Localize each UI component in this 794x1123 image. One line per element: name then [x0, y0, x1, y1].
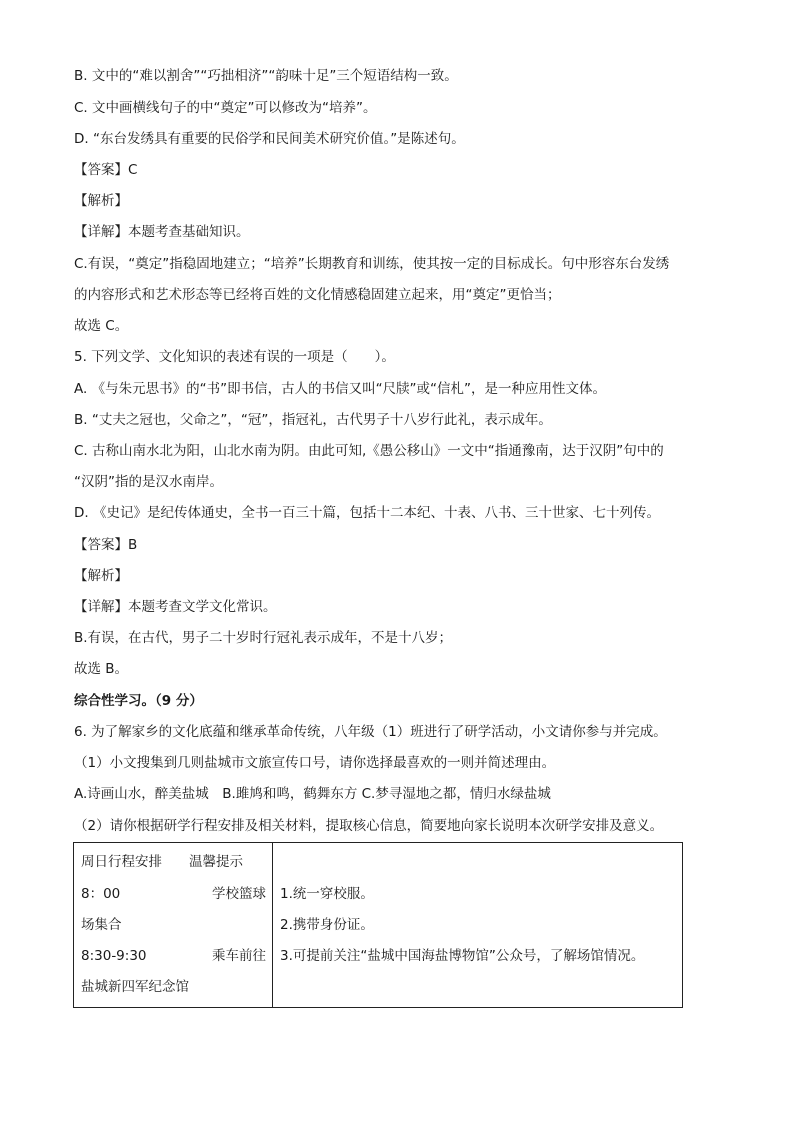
answer-label: 【答案】C — [74, 162, 138, 178]
option-c-text: C. 文中画横线句子的中“奠定”可以修改为“培养”。 — [74, 100, 377, 116]
explanation-text: C.有误，“奠定”指稳固地建立；“培养”长期教育和训练，使其按一定的目标成长。句中形容东台发绣 — [74, 256, 670, 272]
detail-label: 【详解】本题考查文学文化常识。 — [74, 599, 277, 615]
conclusion-text: 故选 C。 — [74, 318, 129, 334]
schedule-line — [81, 947, 266, 965]
schedule-time: 8：00 — [81, 886, 121, 902]
schedule-text: 盐城新四军纪念馆 — [81, 979, 189, 995]
analysis-label: 【解析】 — [74, 568, 128, 584]
explanation-text: 的内容形式和艺术形态等已经将百姓的文化情感稳固建立起来，用“奠定”更恰当； — [74, 287, 561, 303]
sub-question-2: （2）请你根据研学行程安排及相关材料，提取核心信息，简要地向家长说明本次研学安排及意义。 — [74, 818, 664, 834]
reminder-cell — [273, 843, 683, 1008]
reminder-item: 2.携带身份证。 — [280, 917, 374, 933]
schedule-activity: 乘车前往 — [212, 948, 266, 964]
section-heading: 综合性学习。（9 分） — [74, 693, 203, 709]
itinerary-table — [73, 842, 683, 1008]
answer-label: 【答案】B — [74, 537, 138, 553]
schedule-line — [81, 885, 266, 903]
option-a-text: A. 《与朱元思书》的“书”即书信，古人的书信又叫“尺牍”或“信札”，是一种应用性文体。 — [74, 381, 607, 397]
option-d-text: D. “东台发绣具有重要的民俗学和民间美术研究价值。”是陈述句。 — [74, 131, 465, 147]
reminder-item: 3.可提前关注“盐城中国海盐博物馆”公众号，了解场馆情况。 — [280, 948, 645, 964]
analysis-label: 【解析】 — [74, 193, 128, 209]
schedule-text: 周日行程安排 温馨提示 — [81, 854, 243, 870]
option-c-text: “汉阴”指的是汉水南岸。 — [74, 474, 223, 490]
schedule-line — [81, 853, 266, 871]
option-b-text: B. 文中的“难以割舍”“巧拙相济”“韵味十足”三个短语结构一致。 — [74, 68, 458, 84]
question-5-stem: 5. 下列文学、文化知识的表述有误的一项是（ ）。 — [74, 349, 395, 365]
option-b-text: B. “丈夫之冠也，父命之”，“冠”，指冠礼，古代男子十八岁行此礼，表示成年。 — [74, 412, 552, 428]
detail-label: 【详解】本题考查基础知识。 — [74, 224, 250, 240]
schedule-activity: 学校篮球 — [212, 886, 266, 902]
option-c-text: C. 古称山南水北为阳，山北水南为阴。由此可知,《愚公移山》一文中“指通豫南，达于汉阴”句中的 — [74, 443, 664, 459]
slogan-options: A.诗画山水，醉美盐城 B.雎鸠和鸣，鹤舞东方 C.梦寻湿地之都，情归水绿盐城 — [74, 786, 551, 802]
conclusion-text: 故选 B。 — [74, 661, 129, 677]
schedule-time: 8:30-9:30 — [81, 948, 147, 964]
question-6-stem: 6. 为了解家乡的文化底蕴和继承革命传统，八年级（1）班进行了研学活动，小文请你参与并完成。 — [74, 724, 667, 740]
option-d-text: D. 《史记》是纪传体通史，全书一百三十篇，包括十二本纪、十表、八书、三十世家、七十列传。 — [74, 505, 660, 521]
reminder-item: 1.统一穿校服。 — [280, 886, 374, 902]
schedule-line — [81, 916, 266, 934]
schedule-line — [81, 978, 266, 996]
sub-question-1: （1）小文搜集到几则盐城市文旅宣传口号，请你选择最喜欢的一则并简述理由。 — [74, 755, 556, 771]
explanation-text: B.有误，在古代，男子二十岁时行冠礼表示成年，不是十八岁； — [74, 630, 453, 646]
schedule-text: 场集合 — [81, 917, 122, 933]
itinerary-schedule-cell — [74, 843, 273, 1008]
